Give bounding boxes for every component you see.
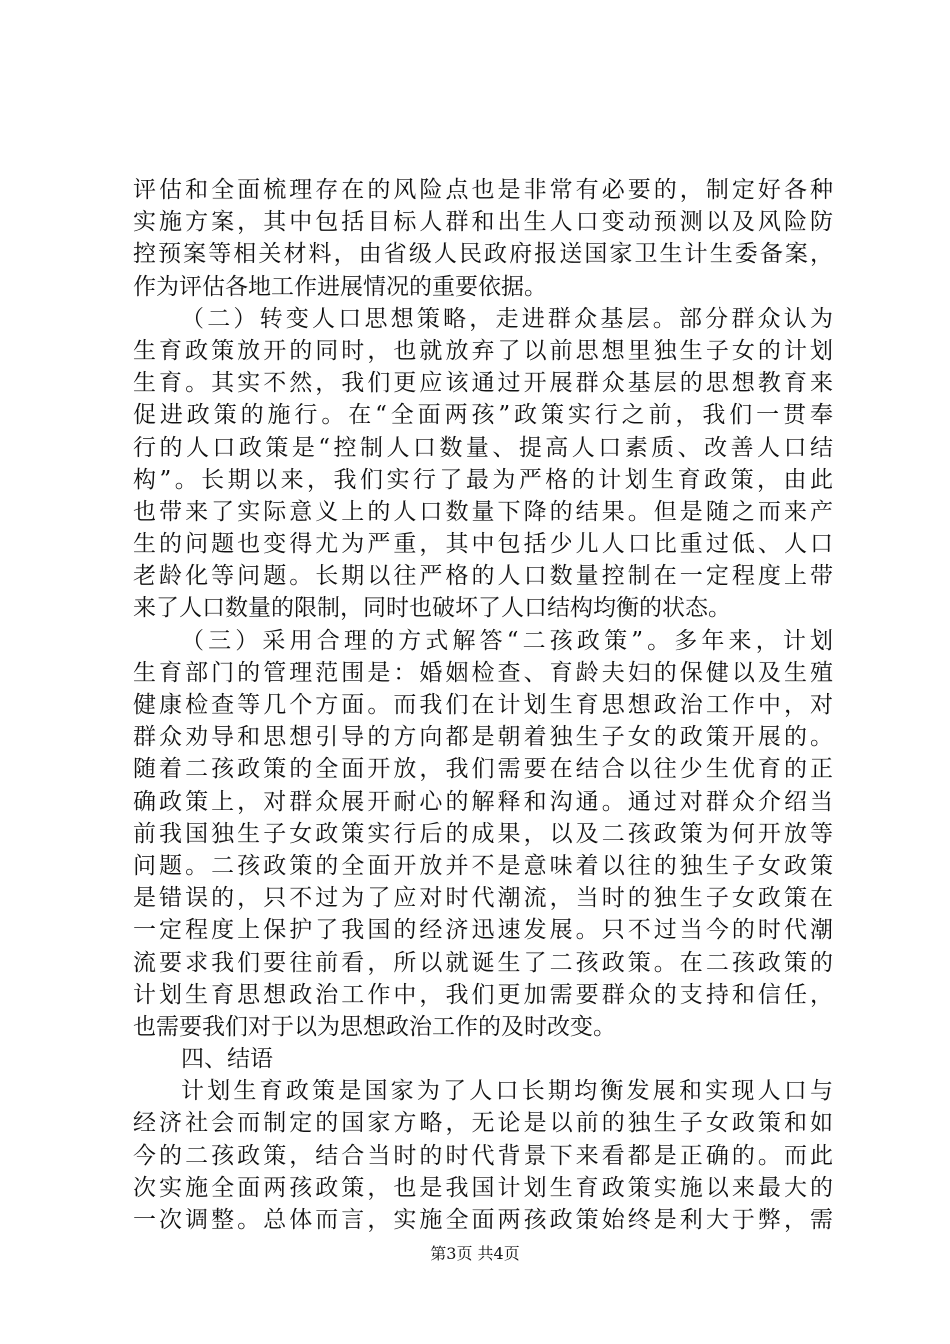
text-line: 也需要我们对于以为思想政治工作的及时改变。 — [133, 1013, 616, 1040]
text-line: 生育政策放开的同时，也就放弃了以前思想里独生子女的计划 — [133, 337, 833, 364]
section-heading-line: （三）采用合理的方式解答“二孩政策”。多年来，计划 — [181, 627, 833, 654]
text-line: 生育。其实不然，我们更应该通过开展群众基层的思想教育来 — [133, 370, 833, 397]
section-heading-line: （二）转变人口思想策略，走进群众基层。部分群众认为 — [181, 305, 833, 332]
conclusion-heading: 四、结语 — [181, 1046, 273, 1073]
text-line: 生的问题也变得尤为严重，其中包括少儿人口比重过低、人口 — [133, 531, 833, 558]
text-line: 今的二孩政策，结合当时的时代背景下来看都是正确的。而此 — [133, 1142, 833, 1169]
text-line: 实施方案，其中包括目标人群和出生人口变动预测以及风险防 — [133, 209, 833, 236]
text-line: 健康检查等几个方面。而我们在计划生育思想政治工作中，对 — [133, 692, 833, 718]
text-line: 作为评估各地工作进展情况的重要依据。 — [133, 273, 547, 300]
text-line: 问题。二孩政策的全面开放并不是意味着以往的独生子女政策 — [133, 852, 833, 879]
text-line: 控预案等相关材料，由省级人民政府报送国家卫生计生委备案， — [133, 241, 833, 268]
text-line: 经济社会而制定的国家方略，无论是以前的独生子女政策和如 — [133, 1110, 833, 1137]
text-line: 构”。长期以来，我们实行了最为严格的计划生育政策，由此 — [133, 466, 833, 493]
text-line: 行的人口政策是“控制人口数量、提高人口素质、改善人口结 — [133, 434, 833, 461]
text-line: 计划生育思想政治工作中，我们更加需要群众的支持和信任， — [133, 981, 833, 1008]
document-body — [133, 174, 833, 1236]
text-line: 促进政策的施行。在“全面两孩”政策实行之前，我们一贯奉 — [133, 402, 833, 429]
text-line: 来了人口数量的限制，同时也破坏了人口结构均衡的状态。 — [133, 595, 731, 622]
text-line: 评估和全面梳理存在的风险点也是非常有必要的，制定好各种 — [133, 177, 833, 203]
text-line: 一次调整。总体而言，实施全面两孩政策始终是利大于弊，需 — [133, 1207, 833, 1233]
text-line: 计划生育政策是国家为了人口长期均衡发展和实现人口与 — [181, 1078, 833, 1105]
text-line: 生育部门的管理范围是：婚姻检查、育龄夫妇的保健以及生殖 — [133, 659, 833, 686]
text-line: 随着二孩政策的全面开放，我们需要在结合以往少生优育的正 — [133, 756, 833, 783]
text-line: 次实施全面两孩政策，也是我国计划生育政策实施以来最大的 — [133, 1174, 833, 1201]
text-line: 是错误的，只不过为了应对时代潮流，当时的独生子女政策在 — [133, 885, 833, 912]
text-line: 一定程度上保护了我国的经济迅速发展。只不过当今的时代潮 — [133, 917, 833, 944]
text-line: 也带来了实际意义上的人口数量下降的结果。但是随之而来产 — [133, 498, 833, 525]
text-line: 确政策上，对群众展开耐心的解释和沟通。通过对群众介绍当 — [133, 788, 833, 815]
text-line: 群众劝导和思想引导的方向都是朝着独生子女的政策开展的。 — [133, 724, 833, 751]
text-line: 流要求我们要往前看，所以就诞生了二孩政策。在二孩政策的 — [133, 949, 833, 976]
text-line: 老龄化等问题。长期以往严格的人口数量控制在一定程度上带 — [133, 563, 833, 590]
page-number-footer: 第3页 共4页 — [430, 1244, 520, 1263]
text-line: 前我国独生子女政策实行后的成果，以及二孩政策为何开放等 — [133, 820, 833, 847]
